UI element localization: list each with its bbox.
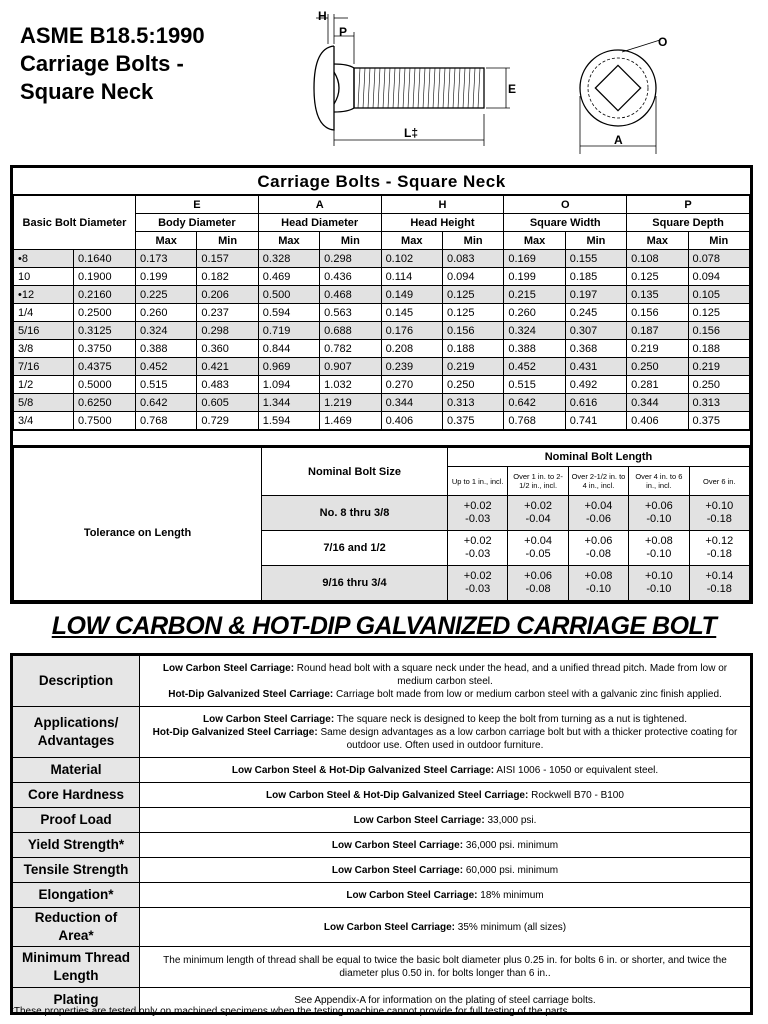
- property-line-text: Rockwell B70 - B100: [528, 789, 624, 801]
- table-cell: 0.4375: [74, 358, 136, 376]
- tolerance-value-cell: [508, 531, 568, 566]
- tolerance-minus: -0.08: [585, 548, 612, 560]
- property-label: Core Hardness: [13, 783, 140, 808]
- tolerance-label: Tolerance on Length: [14, 448, 262, 601]
- table-cell: 0.206: [197, 286, 258, 304]
- nominal-size-header: Nominal Bolt Size: [262, 448, 448, 496]
- dimensions-table: [13, 195, 750, 430]
- table-row: [14, 340, 750, 358]
- table-cell: 0.492: [565, 376, 626, 394]
- tolerance-value-cell: [508, 496, 568, 531]
- table-cell: 0.156: [688, 322, 749, 340]
- table-cell: 0.452: [504, 358, 565, 376]
- table-cell: 0.406: [627, 412, 688, 430]
- table-cell: 0.125: [688, 304, 749, 322]
- property-label: Minimum Thread Length: [13, 947, 140, 988]
- spec-table-title: Carriage Bolts - Square Neck: [13, 168, 750, 195]
- table-cell: 0.313: [688, 394, 749, 412]
- table-cell: 0.173: [136, 250, 197, 268]
- tolerance-minus: -0.03: [465, 583, 491, 595]
- tolerance-minus: -0.18: [706, 513, 732, 525]
- table-cell: 0.114: [381, 268, 442, 286]
- tolerance-value-cell: [448, 496, 508, 531]
- property-line: [144, 726, 746, 752]
- table-cell: 0.907: [320, 358, 381, 376]
- property-value: [140, 833, 751, 858]
- property-line-text: Carriage bolt made from low or medium carbon steel with a galvanic zinc finish applied.: [333, 688, 722, 700]
- table-cell: 0.270: [381, 376, 442, 394]
- property-line-bold: Low Carbon Steel Carriage:: [331, 839, 464, 851]
- table-row: [14, 394, 750, 412]
- tolerance-value-cell: [508, 566, 568, 601]
- tolerance-plus: +0.02: [463, 500, 492, 512]
- table-cell: 0.388: [504, 340, 565, 358]
- table-cell: 0.616: [565, 394, 626, 412]
- tolerance-plus: +0.02: [463, 570, 492, 582]
- title-line-1: ASME B18.5:1990: [20, 23, 205, 48]
- tolerance-plus: +0.10: [705, 500, 734, 512]
- table-cell: 0.375: [442, 412, 503, 430]
- min-header: Min: [565, 232, 626, 250]
- table-cell: 5/16: [14, 322, 74, 340]
- table-cell: 0.187: [627, 322, 688, 340]
- dimensions-table-block: [10, 165, 753, 604]
- tolerance-plus: +0.02: [524, 500, 552, 512]
- length-range-header: Over 1 in. to 2-1/2 in., incl.: [508, 467, 568, 496]
- tolerance-value-cell: [568, 496, 628, 531]
- property-value: [140, 883, 751, 908]
- table-cell: 1.219: [320, 394, 381, 412]
- max-header: Max: [258, 232, 319, 250]
- property-label: Elongation*: [13, 883, 140, 908]
- property-label: Proof Load: [13, 808, 140, 833]
- max-header: Max: [627, 232, 688, 250]
- table-cell: 0.328: [258, 250, 319, 268]
- tolerance-minus: -0.04: [525, 513, 551, 525]
- property-row: [13, 707, 751, 758]
- tolerance-minus: -0.05: [525, 548, 551, 560]
- tolerance-plus: +0.08: [584, 570, 613, 582]
- table-cell: 0.3750: [74, 340, 136, 358]
- property-line: [144, 662, 746, 688]
- table-cell: 1.469: [320, 412, 381, 430]
- table-cell: 0.563: [320, 304, 381, 322]
- tolerance-table: [13, 447, 750, 601]
- max-header: Max: [504, 232, 565, 250]
- table-cell: 0.768: [136, 412, 197, 430]
- properties-table-block: [10, 653, 753, 1015]
- table-row: [14, 322, 750, 340]
- min-header: Min: [197, 232, 258, 250]
- property-value: [140, 707, 751, 758]
- dimension-name-header: Square Depth: [627, 214, 750, 232]
- table-cell: 0.215: [504, 286, 565, 304]
- property-row: [13, 947, 751, 988]
- property-line-text: 18% minimum: [477, 889, 544, 901]
- min-header: Min: [320, 232, 381, 250]
- table-cell: 0.605: [197, 394, 258, 412]
- property-label: Material: [13, 758, 140, 783]
- tolerance-value-cell: [448, 566, 508, 601]
- section-heading: LOW CARBON & HOT-DIP GALVANIZED CARRIAGE BOLT: [51, 612, 717, 640]
- dimension-name-header: Square Width: [504, 214, 627, 232]
- dimension-letter-header: H: [381, 196, 504, 214]
- table-cell: 7/16: [14, 358, 74, 376]
- nominal-length-header: Nominal Bolt Length: [448, 448, 750, 467]
- table-row: [14, 376, 750, 394]
- tolerance-value-cell: [568, 531, 628, 566]
- tolerance-minus: -0.18: [706, 548, 732, 560]
- property-line-text: The minimum length of thread shall be equal to twice the basic bolt diameter plus 0.25 in. for bolts 6 in. or shorter, and twice the diameter plus 0.50 in. for bolts longer than 6 in..: [163, 955, 727, 979]
- table-cell: 0.388: [136, 340, 197, 358]
- property-value: [140, 758, 751, 783]
- property-line: [144, 688, 746, 701]
- table-cell: 0.436: [320, 268, 381, 286]
- bolt-size-cell: 7/16 and 1/2: [262, 531, 448, 566]
- property-row: [13, 783, 751, 808]
- tolerance-value-cell: [629, 566, 689, 601]
- property-row: [13, 858, 751, 883]
- title-line-2: Carriage Bolts -: [20, 51, 184, 76]
- table-cell: 0.102: [381, 250, 442, 268]
- length-range-header: Over 2-1/2 in. to 4 in., incl.: [568, 467, 628, 496]
- table-cell: 0.594: [258, 304, 319, 322]
- dimension-name-header: Head Diameter: [258, 214, 381, 232]
- bolt-size-cell: No. 8 thru 3/8: [262, 496, 448, 531]
- table-cell: 0.176: [381, 322, 442, 340]
- property-label: Yield Strength*: [13, 833, 140, 858]
- property-line-text: AISI 1006 - 1050 or equivalent steel.: [494, 764, 659, 776]
- property-line-bold: Low Carbon Steel Carriage:: [331, 864, 464, 876]
- property-line-bold: Hot-Dip Galvanized Steel Carriage:: [168, 688, 334, 700]
- tolerance-value-cell: [689, 496, 749, 531]
- tolerance-value-cell: [689, 531, 749, 566]
- title-line-3: Square Neck: [20, 79, 154, 104]
- table-row: [14, 250, 750, 268]
- property-line-text: 35% minimum (all sizes): [455, 921, 567, 933]
- table-cell: 0.515: [136, 376, 197, 394]
- property-row: [13, 808, 751, 833]
- property-label: Applications/ Advantages: [13, 707, 140, 758]
- table-cell: 1.032: [320, 376, 381, 394]
- table-cell: 3/4: [14, 412, 74, 430]
- min-header: Min: [442, 232, 503, 250]
- table-cell: 0.741: [565, 412, 626, 430]
- property-row: [13, 908, 751, 947]
- table-cell: 0.155: [565, 250, 626, 268]
- table-cell: 0.729: [197, 412, 258, 430]
- table-cell: 0.768: [504, 412, 565, 430]
- table-cell: 1/4: [14, 304, 74, 322]
- property-line-text: The square neck is designed to keep the bolt from turning as a nut is tightened.: [334, 713, 687, 725]
- table-cell: 10: [14, 268, 74, 286]
- table-cell: •8: [14, 250, 74, 268]
- table-cell: 0.468: [320, 286, 381, 304]
- table-cell: 0.125: [627, 268, 688, 286]
- tolerance-value-cell: [689, 566, 749, 601]
- property-line: [144, 789, 746, 802]
- table-cell: 0.3125: [74, 322, 136, 340]
- table-cell: 5/8: [14, 394, 74, 412]
- table-cell: 0.145: [381, 304, 442, 322]
- dimension-name-header: Body Diameter: [136, 214, 259, 232]
- table-cell: 0.719: [258, 322, 319, 340]
- tolerance-minus: -0.10: [646, 583, 672, 595]
- dimension-letter-header: A: [258, 196, 381, 214]
- table-cell: 0.307: [565, 322, 626, 340]
- property-line: [144, 889, 746, 902]
- table-cell: 0.344: [627, 394, 688, 412]
- table-cell: 0.2500: [74, 304, 136, 322]
- tolerance-minus: -0.10: [646, 513, 672, 525]
- table-cell: 0.182: [197, 268, 258, 286]
- dimension-letter-header: P: [627, 196, 750, 214]
- table-cell: 1.594: [258, 412, 319, 430]
- property-line-bold: Low Carbon Steel Carriage:: [203, 713, 335, 725]
- table-cell: 0.421: [197, 358, 258, 376]
- table-cell: 0.225: [136, 286, 197, 304]
- table-cell: 0.431: [565, 358, 626, 376]
- property-line-bold: Hot-Dip Galvanized Steel Carriage:: [152, 726, 318, 738]
- property-line: [144, 921, 746, 934]
- property-line: [144, 764, 746, 777]
- table-cell: 0.642: [136, 394, 197, 412]
- property-value: [140, 808, 751, 833]
- tolerance-plus: +0.08: [644, 535, 673, 547]
- table-cell: 0.149: [381, 286, 442, 304]
- dim-h-label: H: [318, 9, 327, 23]
- table-cell: 0.344: [381, 394, 442, 412]
- dim-o-label: O: [658, 35, 668, 49]
- table-cell: 0.260: [504, 304, 565, 322]
- table-cell: 0.406: [381, 412, 442, 430]
- property-line: [144, 994, 746, 1007]
- table-cell: 0.245: [565, 304, 626, 322]
- property-line: [144, 864, 746, 877]
- table-cell: 0.188: [688, 340, 749, 358]
- property-row: [13, 833, 751, 858]
- table-cell: 0.368: [565, 340, 626, 358]
- property-value: [140, 908, 751, 947]
- table-cell: 0.298: [197, 322, 258, 340]
- table-cell: 0.360: [197, 340, 258, 358]
- table-cell: 0.239: [381, 358, 442, 376]
- tolerance-value-cell: [629, 531, 689, 566]
- table-cell: 0.156: [442, 322, 503, 340]
- table-cell: •12: [14, 286, 74, 304]
- dim-l-label: L‡: [404, 126, 419, 140]
- property-value: [140, 858, 751, 883]
- property-line-bold: Low Carbon Steel Carriage:: [346, 889, 478, 901]
- property-line: [144, 954, 746, 980]
- dim-a-label: A: [614, 133, 623, 147]
- table-cell: 0.375: [688, 412, 749, 430]
- dimension-name-header: Head Height: [381, 214, 504, 232]
- bolt-drawing: [286, 6, 686, 154]
- property-value: [140, 783, 751, 808]
- table-cell: 0.250: [627, 358, 688, 376]
- tolerance-plus: +0.04: [524, 535, 552, 547]
- table-cell: 0.250: [442, 376, 503, 394]
- table-cell: 0.094: [688, 268, 749, 286]
- property-line: [144, 814, 746, 827]
- table-cell: 0.169: [504, 250, 565, 268]
- property-line: [144, 839, 746, 852]
- tolerance-minus: -0.08: [525, 583, 551, 595]
- property-row: [13, 758, 751, 783]
- property-line-text: 60,000 psi. minimum: [463, 864, 559, 876]
- table-cell: 0.219: [627, 340, 688, 358]
- table-cell: 0.156: [627, 304, 688, 322]
- table-cell: 0.281: [627, 376, 688, 394]
- table-cell: 0.157: [197, 250, 258, 268]
- table-cell: 0.199: [136, 268, 197, 286]
- document-title: [20, 22, 205, 106]
- table-cell: 0.219: [442, 358, 503, 376]
- property-line-bold: Low Carbon Steel & Hot-Dip Galvanized Steel Carriage:: [266, 789, 529, 801]
- tolerance-value-cell: [629, 496, 689, 531]
- bolt-size-cell: 9/16 thru 3/4: [262, 566, 448, 601]
- table-cell: 1.344: [258, 394, 319, 412]
- length-range-header: Over 6 in.: [689, 467, 749, 496]
- table-cell: 0.324: [504, 322, 565, 340]
- header-row-letters: [14, 196, 750, 214]
- dimension-letter-header: O: [504, 196, 627, 214]
- length-range-header: Over 4 in. to 6 in., incl.: [629, 467, 689, 496]
- properties-table: [12, 655, 751, 1013]
- table-cell: 3/8: [14, 340, 74, 358]
- property-line-bold: Low Carbon Steel & Hot-Dip Galvanized Steel Carriage:: [231, 764, 495, 776]
- tolerance-value-cell: [448, 531, 508, 566]
- table-cell: 0.313: [442, 394, 503, 412]
- length-range-header: Up to 1 in., incl.: [448, 467, 508, 496]
- table-cell: 0.844: [258, 340, 319, 358]
- table-cell: 0.7500: [74, 412, 136, 430]
- table-cell: 0.208: [381, 340, 442, 358]
- basic-diameter-header: Basic Bolt Diameter: [14, 196, 136, 250]
- table-cell: 0.250: [688, 376, 749, 394]
- tolerance-plus: +0.12: [705, 535, 734, 547]
- table-cell: 1.094: [258, 376, 319, 394]
- tolerance-minus: -0.18: [706, 583, 732, 595]
- table-row: [14, 268, 750, 286]
- property-line-bold: Low Carbon Steel Carriage:: [353, 814, 485, 826]
- tolerance-plus: +0.14: [705, 570, 734, 582]
- table-cell: 0.135: [627, 286, 688, 304]
- table-cell: 0.105: [688, 286, 749, 304]
- tolerance-minus: -0.10: [585, 583, 612, 595]
- min-header: Min: [688, 232, 749, 250]
- table-cell: 0.483: [197, 376, 258, 394]
- tolerance-plus: +0.02: [463, 535, 492, 547]
- table-cell: 0.199: [504, 268, 565, 286]
- table-cell: 0.1900: [74, 268, 136, 286]
- table-cell: 0.094: [442, 268, 503, 286]
- table-cell: 0.642: [504, 394, 565, 412]
- table-cell: 0.2160: [74, 286, 136, 304]
- property-value: [140, 656, 751, 707]
- tolerance-value-cell: [568, 566, 628, 601]
- tolerance-minus: -0.03: [465, 548, 491, 560]
- table-cell: 0.452: [136, 358, 197, 376]
- table-cell: 0.125: [442, 286, 503, 304]
- table-row: [14, 286, 750, 304]
- table-cell: 0.260: [136, 304, 197, 322]
- table-cell: 0.219: [688, 358, 749, 376]
- table-cell: 0.108: [627, 250, 688, 268]
- tolerance-plus: +0.06: [524, 570, 552, 582]
- table-cell: 0.125: [442, 304, 503, 322]
- table-row: [14, 304, 750, 322]
- property-row: [13, 656, 751, 707]
- footnote: *These properties are tested only on machined specimens when the testing machine cannot provide for full testing of the parts.: [10, 1006, 571, 1017]
- property-value: [140, 947, 751, 988]
- property-line-text: Round head bolt with a square neck under the head, and a unified thread pitch. Made from low or medium carbon steel.: [294, 662, 728, 687]
- table-cell: 0.5000: [74, 376, 136, 394]
- property-label: Tensile Strength: [13, 858, 140, 883]
- property-label: Reduction of Area*: [13, 908, 140, 947]
- table-cell: 0.469: [258, 268, 319, 286]
- table-cell: 0.078: [688, 250, 749, 268]
- table-cell: 0.688: [320, 322, 381, 340]
- table-cell: 0.324: [136, 322, 197, 340]
- table-cell: 0.188: [442, 340, 503, 358]
- property-line-text: See Appendix-A for information on the plating of steel carriage bolts.: [294, 994, 596, 1006]
- table-cell: 0.237: [197, 304, 258, 322]
- table-cell: 0.1640: [74, 250, 136, 268]
- property-row: [13, 883, 751, 908]
- table-cell: 0.969: [258, 358, 319, 376]
- table-cell: 0.500: [258, 286, 319, 304]
- property-label: Plating: [13, 988, 140, 1013]
- dim-e-label: E: [508, 82, 517, 96]
- property-label: Description: [13, 656, 140, 707]
- tolerance-header-row: [14, 448, 750, 467]
- table-cell: 0.6250: [74, 394, 136, 412]
- tolerance-minus: -0.10: [646, 548, 672, 560]
- dimension-letter-header: E: [136, 196, 259, 214]
- property-line: [144, 713, 746, 726]
- property-line-bold: Low Carbon Steel Carriage:: [162, 662, 295, 674]
- table-spacer: [13, 430, 750, 447]
- property-line-text: 36,000 psi. minimum: [463, 839, 559, 851]
- tolerance-plus: +0.04: [584, 500, 613, 512]
- tolerance-minus: -0.06: [585, 513, 612, 525]
- property-line-text: Same design advantages as a low carbon carriage bolt but with a thicker protective coating for outdoor use. Often used in outdoor furniture.: [317, 726, 738, 751]
- max-header: Max: [381, 232, 442, 250]
- tolerance-plus: +0.10: [644, 570, 673, 582]
- tolerance-plus: +0.06: [644, 500, 673, 512]
- bolt-diagram: [286, 6, 686, 154]
- property-line-bold: Low Carbon Steel Carriage:: [323, 921, 455, 933]
- table-cell: 1/2: [14, 376, 74, 394]
- table-row: [14, 412, 750, 430]
- table-cell: 0.782: [320, 340, 381, 358]
- property-line-text: 33,000 psi.: [484, 814, 537, 826]
- tolerance-minus: -0.03: [465, 513, 491, 525]
- table-cell: 0.083: [442, 250, 503, 268]
- table-cell: 0.185: [565, 268, 626, 286]
- tolerance-plus: +0.06: [584, 535, 613, 547]
- table-cell: 0.298: [320, 250, 381, 268]
- table-cell: 0.515: [504, 376, 565, 394]
- table-row: [14, 358, 750, 376]
- table-cell: 0.197: [565, 286, 626, 304]
- max-header: Max: [136, 232, 197, 250]
- dim-p-label: P: [339, 25, 348, 39]
